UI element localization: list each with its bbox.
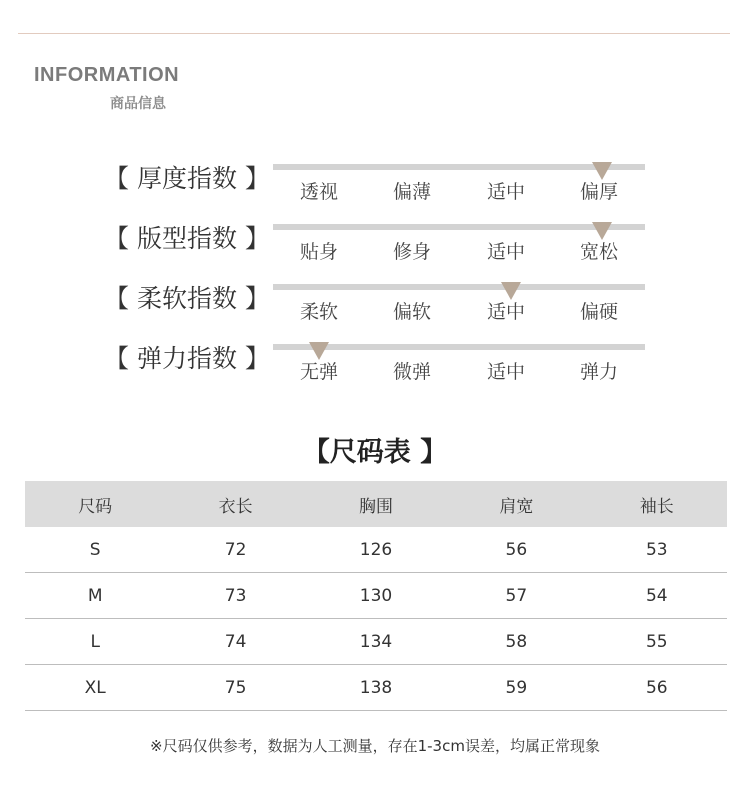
- table-row: [25, 573, 727, 619]
- cell-length: 74: [165, 619, 305, 665]
- cell-shoulder: 56: [446, 527, 586, 573]
- attribute-option: 柔软: [299, 301, 339, 323]
- cell-chest: 126: [306, 527, 446, 573]
- table-row: [25, 527, 727, 573]
- attribute-option: 适中: [486, 241, 526, 263]
- column-header-chest: 胸围: [306, 481, 446, 527]
- cell-chest: 134: [306, 619, 446, 665]
- attribute-option: 偏薄: [392, 181, 432, 203]
- size-table: [25, 481, 727, 711]
- cell-shoulder: 58: [446, 619, 586, 665]
- attribute-option: 适中: [486, 361, 526, 383]
- table-row: [25, 665, 727, 711]
- attribute-option: 无弹: [299, 361, 339, 383]
- section-heading-en: INFORMATION: [34, 64, 180, 86]
- cell-chest: 138: [306, 665, 446, 711]
- table-row: [25, 619, 727, 665]
- selected-marker-icon: [309, 342, 329, 360]
- attribute-option: 微弹: [392, 361, 432, 383]
- cell-sleeve: 56: [587, 665, 727, 711]
- attribute-option: 偏软: [392, 301, 432, 323]
- attribute-option: 偏硬: [579, 301, 619, 323]
- size-chart-title: 【尺码表 】: [302, 437, 448, 468]
- top-divider: [18, 33, 730, 34]
- attribute-option: 贴身: [299, 241, 339, 263]
- column-header-shoulder: 肩宽: [446, 481, 586, 527]
- size-table-header-row: [25, 481, 727, 527]
- section-heading-cn: 商品信息: [110, 96, 166, 112]
- cell-length: 75: [165, 665, 305, 711]
- cell-sleeve: 54: [587, 573, 727, 619]
- attribute-scale-bar: [273, 164, 645, 170]
- column-header-size: 尺码: [25, 481, 165, 527]
- attribute-row: [0, 162, 750, 222]
- attribute-title: 【 柔软指数 】: [104, 284, 270, 313]
- attribute-option: 适中: [486, 181, 526, 203]
- cell-shoulder: 57: [446, 573, 586, 619]
- cell-length: 73: [165, 573, 305, 619]
- cell-size: M: [25, 573, 165, 619]
- attribute-title: 【 厚度指数 】: [104, 164, 270, 193]
- attribute-option: 修身: [392, 241, 432, 263]
- cell-shoulder: 59: [446, 665, 586, 711]
- attribute-option: 弹力: [579, 361, 619, 383]
- cell-size: XL: [25, 665, 165, 711]
- cell-sleeve: 53: [587, 527, 727, 573]
- selected-marker-icon: [501, 282, 521, 300]
- attribute-option: 偏厚: [579, 181, 619, 203]
- selected-marker-icon: [592, 222, 612, 240]
- selected-marker-icon: [592, 162, 612, 180]
- attribute-option: 适中: [486, 301, 526, 323]
- column-header-sleeve: 袖长: [587, 481, 727, 527]
- attribute-row: [0, 342, 750, 402]
- cell-chest: 130: [306, 573, 446, 619]
- attribute-title: 【 弹力指数 】: [104, 344, 270, 373]
- cell-sleeve: 55: [587, 619, 727, 665]
- cell-size: S: [25, 527, 165, 573]
- attribute-title: 【 版型指数 】: [104, 224, 270, 253]
- attribute-row: [0, 282, 750, 342]
- size-disclaimer-note: ※尺码仅供参考，数据为人工测量，存在1-3cm误差，均属正常现象: [150, 737, 600, 755]
- attribute-scale-bar: [273, 284, 645, 290]
- column-header-length: 衣长: [165, 481, 305, 527]
- attribute-scale-bar: [273, 224, 645, 230]
- attribute-option: 宽松: [579, 241, 619, 263]
- cell-size: L: [25, 619, 165, 665]
- cell-length: 72: [165, 527, 305, 573]
- attribute-row: [0, 222, 750, 282]
- attribute-option: 透视: [299, 181, 339, 203]
